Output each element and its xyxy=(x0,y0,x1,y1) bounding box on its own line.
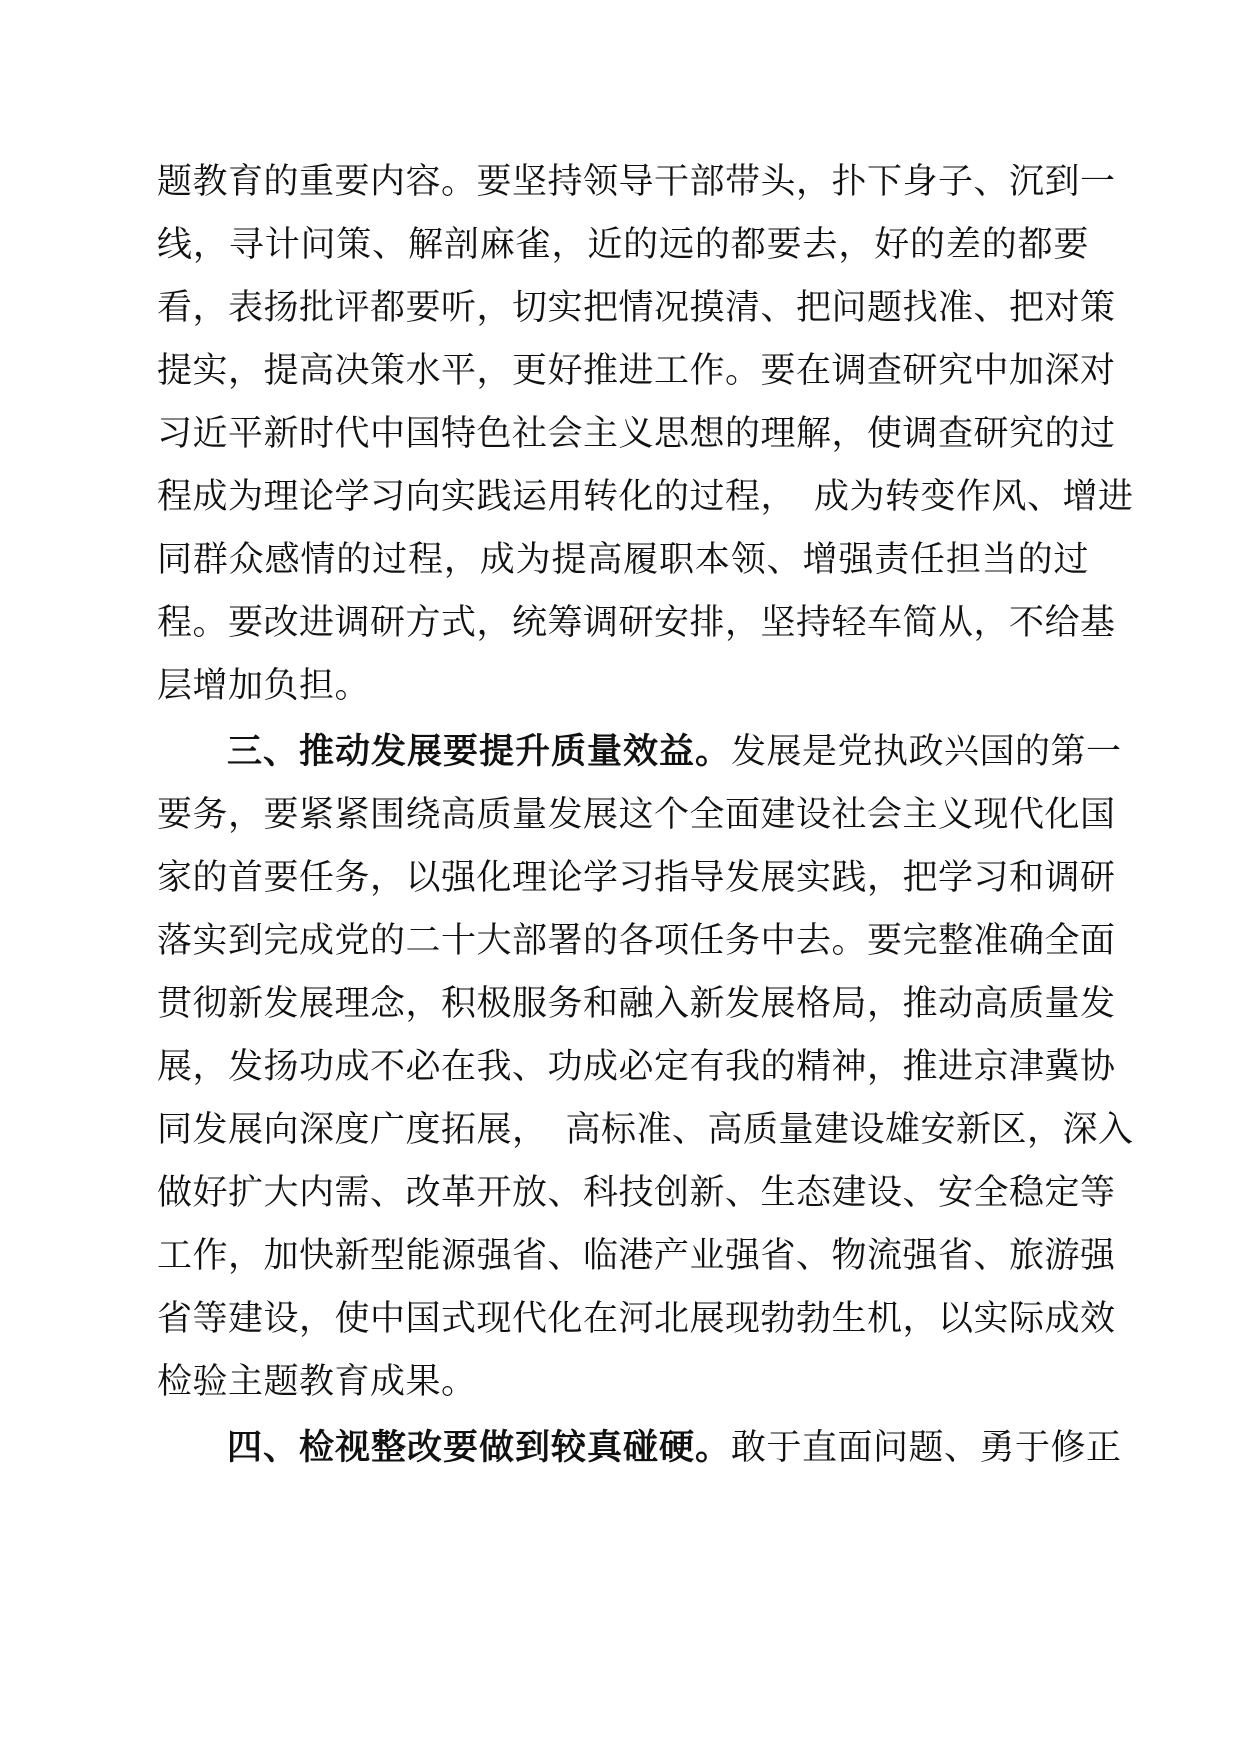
paragraph-line: 检验主题教育成果。 xyxy=(157,1362,477,1402)
paragraph-line: 习近平新时代中国特色社会主义思想的理解，使调查研究的过 xyxy=(157,414,1116,454)
paragraph-line: 看，表扬批评都要听，切实把情况摸清、把问题找准、把对策 xyxy=(157,288,1116,328)
section-first-line-text: 发展是党执政兴国的第一 xyxy=(731,732,1122,772)
paragraph-line: 题教育的重要内容。要坚持领导干部带头，扑下身子、沉到一 xyxy=(157,162,1116,202)
paragraph-line: 层增加负担。 xyxy=(157,666,371,706)
section-heading-4: 四、检视整改要做到较真碰硬。 xyxy=(227,1428,732,1468)
section-first-line xyxy=(157,720,1122,784)
paragraph-line: 程。要改进调研方式，统筹调研安排，坚持轻车简从，不给基 xyxy=(157,603,1116,643)
paragraph-line: 程成为理论学习向实践运用转化的过程， 成为转变作风、增进 xyxy=(157,477,1134,517)
paragraph-line: 贯彻新发展理念，积极服务和融入新发展格局，推动高质量发 xyxy=(157,984,1116,1024)
paragraph-line: 落实到完成党的二十大部署的各项任务中去。要完整准确全面 xyxy=(157,921,1116,961)
section-heading-3: 三、推动发展要提升质量效益。 xyxy=(227,732,732,772)
paragraph-line: 同发展向深度广度拓展， 高标准、高质量建设雄安新区，深入 xyxy=(157,1110,1134,1150)
paragraph-line: 线，寻计问策、解剖麻雀，近的远的都要去，好的差的都要 xyxy=(157,225,1089,265)
paragraph-line: 同群众感情的过程，成为提高履职本领、增强责任担当的过 xyxy=(157,540,1089,580)
paragraph-line: 家的首要任务，以强化理论学习指导发展实践，把学习和调研 xyxy=(157,858,1116,898)
section-first-line-text: 敢于直面问题、勇于修正 xyxy=(731,1428,1122,1468)
paragraph-line: 提实，提高决策水平，更好推进工作。要在调查研究中加深对 xyxy=(157,351,1116,391)
paragraph-line: 省等建设，使中国式现代化在河北展现勃勃生机，以实际成效 xyxy=(157,1299,1116,1339)
paragraph-line: 要务，要紧紧围绕高质量发展这个全面建设社会主义现代化国 xyxy=(157,795,1116,835)
paragraph-line: 工作，加快新型能源强省、临港产业强省、物流强省、旅游强 xyxy=(157,1236,1116,1276)
paragraph-line: 展，发扬功成不必在我、功成必定有我的精神，推进京津冀协 xyxy=(157,1047,1116,1087)
section-first-line xyxy=(157,1416,1122,1480)
paragraph-line: 做好扩大内需、改革开放、科技创新、生态建设、安全稳定等 xyxy=(157,1173,1116,1213)
